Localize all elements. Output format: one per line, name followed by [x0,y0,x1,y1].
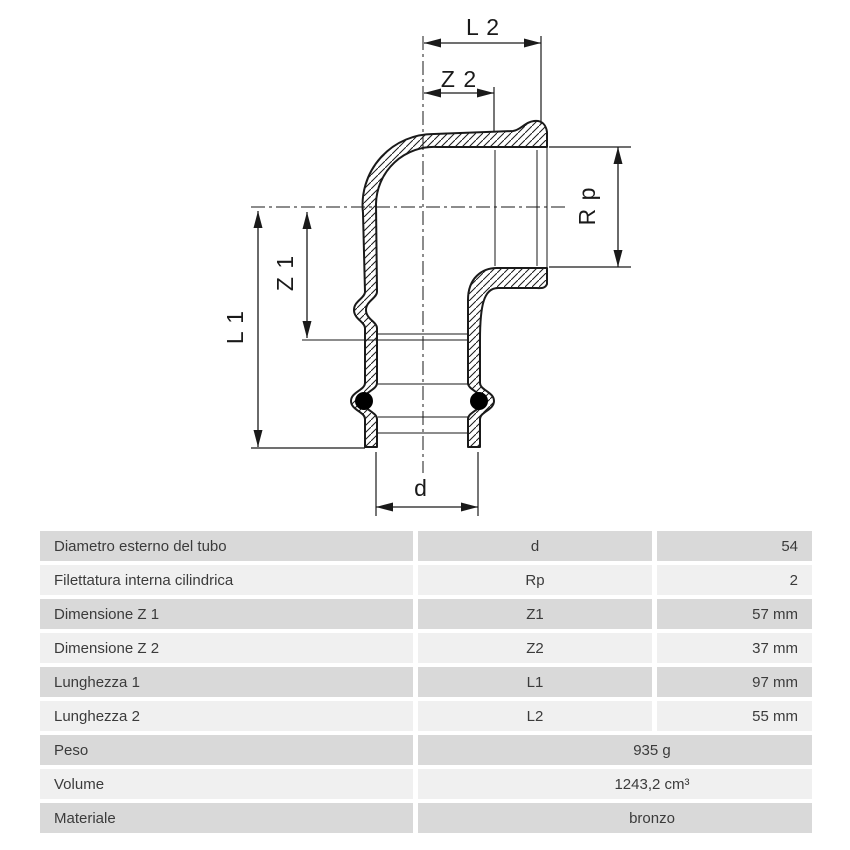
dimension-label-z2: Z 2 [440,66,478,92]
spec-value: 2 [657,565,812,595]
table-row [40,667,812,697]
spec-symbol: Z2 [418,633,652,663]
dimension-l2 [424,14,541,48]
spec-label: Volume [40,769,413,799]
arrowhead [303,212,312,229]
dimension-d [376,475,478,512]
spec-label: Lunghezza 1 [40,667,413,697]
spec-label: Dimensione Z 2 [40,633,413,663]
arrowhead [614,250,623,267]
spec-symbol: Z1 [418,599,652,629]
spec-symbol: Rp [418,565,652,595]
dimension-label-l1: L 1 [222,309,248,345]
spec-value: 97 mm [657,667,812,697]
spec-label: Materiale [40,803,413,833]
spec-table [40,531,812,837]
oring-seal-left [355,392,373,410]
spec-label: Peso [40,735,413,765]
interior-lines [302,147,547,433]
spec-symbol: L2 [418,701,652,731]
spec-value: 57 mm [657,599,812,629]
table-row [40,735,812,765]
table-row [40,565,812,595]
centerlines [251,36,566,473]
elbow-wall-lower [468,268,547,447]
dimension-z2 [424,66,494,98]
dimension-rp [574,147,623,267]
dimension-label-z1: Z 1 [272,254,298,292]
dimension-l1 [222,211,263,447]
table-row [40,599,812,629]
table-row [40,633,812,663]
oring-seal-right [470,392,488,410]
spec-value: 55 mm [657,701,812,731]
dimension-label-d: d [414,475,428,501]
arrowhead [477,89,494,98]
extension-lines [251,36,631,516]
arrowhead [254,430,263,447]
table-row [40,769,812,799]
arrowhead [254,211,263,228]
arrowhead [461,503,478,512]
arrowhead [614,147,623,164]
arrowhead [424,89,441,98]
spec-symbol: L1 [418,667,652,697]
arrowhead [524,39,541,48]
spec-value: bronzo [418,803,812,833]
spec-value: 54 [657,531,812,561]
table-row [40,701,812,731]
dimension-label-rp: R p [574,186,600,226]
table-row [40,531,812,561]
spec-value: 37 mm [657,633,812,663]
spec-value: 1243,2 cm³ [418,769,812,799]
dimension-label-l2: L 2 [465,14,501,40]
spec-label: Filettatura interna cilindrica [40,565,413,595]
spec-label: Lunghezza 2 [40,701,413,731]
dimension-z1 [272,212,312,338]
spec-symbol: d [418,531,652,561]
arrowhead [376,503,393,512]
table-row [40,803,812,833]
spec-label: Dimensione Z 1 [40,599,413,629]
spec-value: 935 g [418,735,812,765]
spec-label: Diametro esterno del tubo [40,531,413,561]
arrowhead [303,321,312,338]
arrowhead [424,39,441,48]
